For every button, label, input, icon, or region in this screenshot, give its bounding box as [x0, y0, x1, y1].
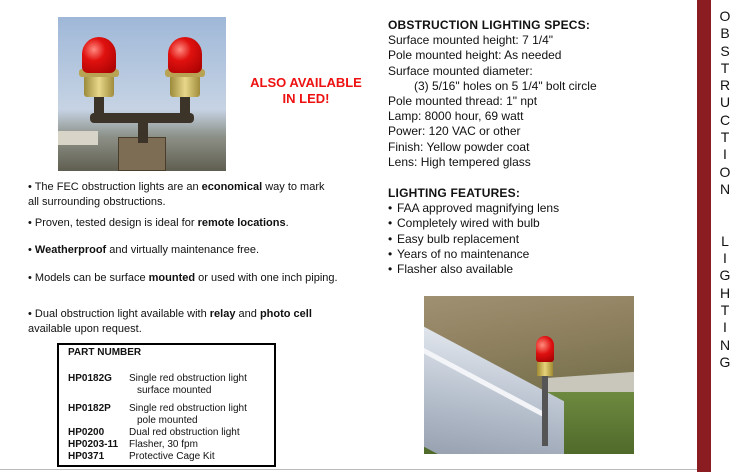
vertical-title-letter: I — [723, 250, 727, 267]
vertical-title-letter: U — [719, 94, 731, 111]
bottom-divider — [0, 469, 697, 470]
vertical-title-letter: T — [720, 59, 730, 76]
part-number-header: PART NUMBER — [68, 347, 142, 358]
vertical-title-letter: H — [719, 284, 731, 301]
bullet-icon: • — [388, 246, 393, 261]
spec-line: Finish: Yellow powder coat — [388, 139, 530, 154]
part-description: Flasher, 30 fpm — [129, 439, 198, 450]
vertical-title-letter: G — [719, 353, 731, 370]
led-line-1: ALSO AVAILABLE — [250, 75, 362, 90]
spec-line: Lens: High tempered glass — [388, 154, 531, 169]
specs-section — [388, 18, 688, 170]
bullet-economical: • The FEC obstruction lights are an economical way to mark all surrounding obstructions. — [28, 181, 325, 208]
vertical-title-letter: T — [720, 129, 730, 146]
feature-item: • Flasher also available — [388, 262, 514, 277]
spec-line: Surface mounted diameter: — [388, 63, 533, 78]
vertical-title-letter: C — [719, 111, 731, 128]
spec-line: Surface mounted height: 7 1/4" — [388, 33, 554, 48]
spec-line: Pole mounted thread: 1" npt — [388, 94, 538, 109]
led-line-2: IN LED! — [282, 91, 330, 106]
bullet-icon: • — [388, 231, 393, 246]
part-code: HP0182P — [68, 403, 111, 414]
dual-obstruction-light-photo — [58, 17, 226, 171]
part-code: HP0203-11 — [68, 439, 119, 450]
vertical-title-letter: N — [719, 180, 731, 197]
vertical-title-letter: I — [723, 319, 727, 336]
vertical-title-letter: B — [720, 25, 730, 42]
specs-title: OBSTRUCTION LIGHTING SPECS: — [388, 18, 591, 32]
vertical-title-letter: G — [719, 267, 731, 284]
part-code: HP0200 — [68, 427, 105, 438]
bullet-remote-locations: • Proven, tested design is ideal for remote locations. — [28, 217, 289, 229]
vertical-title-letter — [711, 216, 739, 233]
bullet-mounting: • Models can be surface mounted or used with one inch piping. — [28, 272, 338, 284]
part-description: Single red obstruction light surface mounted — [129, 373, 247, 396]
spec-line: Power: 120 VAC or other — [388, 124, 521, 139]
feature-item: • Completely wired with bulb — [388, 216, 540, 231]
vertical-title — [711, 8, 739, 371]
vertical-title-letter: O — [719, 163, 731, 180]
vertical-title-letter — [711, 198, 739, 215]
vertical-title-letter: I — [723, 146, 727, 163]
part-row — [68, 403, 274, 427]
bullet-icon: • — [388, 262, 393, 277]
roof-mounted-light-photo — [424, 296, 634, 454]
vertical-title-letter: N — [719, 336, 731, 353]
spec-line: Lamp: 8000 hour, 69 watt — [388, 109, 524, 124]
vertical-title-letter: O — [719, 8, 731, 24]
vertical-title-letter: R — [719, 77, 731, 94]
feature-item: • Easy bulb replacement — [388, 231, 520, 246]
bullet-weatherproof: • Weatherproof and virtually maintenance free. — [28, 244, 260, 256]
vertical-title-letter: L — [721, 232, 729, 249]
vertical-title-letter: T — [720, 302, 730, 319]
feature-item: • Years of no maintenance — [388, 246, 530, 261]
vertical-banner-bar — [697, 0, 711, 472]
spec-line: (3) 5/16" holes on 5 1/4" bolt circle — [414, 78, 597, 93]
part-description: Protective Cage Kit — [129, 451, 215, 462]
part-row — [68, 451, 274, 463]
part-code: HP0371 — [68, 451, 105, 462]
part-description: Single red obstruction light pole mounted — [129, 403, 247, 426]
feature-item: • FAA approved magnifying lens — [388, 201, 560, 216]
part-description: Dual red obstruction light — [129, 427, 240, 438]
spec-line: Pole mounted height: As needed — [388, 48, 562, 63]
part-row — [68, 427, 274, 439]
part-row — [68, 373, 274, 397]
bullet-icon: • — [388, 201, 393, 216]
bullet-dual-relay: • Dual obstruction light available with relay and photo cell available upon request. — [28, 308, 312, 335]
bullet-icon: • — [388, 216, 393, 231]
features-title: LIGHTING FEATURES: — [388, 186, 521, 200]
part-code: HP0182G — [68, 373, 112, 384]
part-row — [68, 439, 274, 451]
vertical-title-letter: S — [720, 42, 730, 59]
features-section — [388, 186, 688, 277]
led-availability-notice — [240, 75, 372, 107]
part-number-table — [57, 343, 276, 467]
